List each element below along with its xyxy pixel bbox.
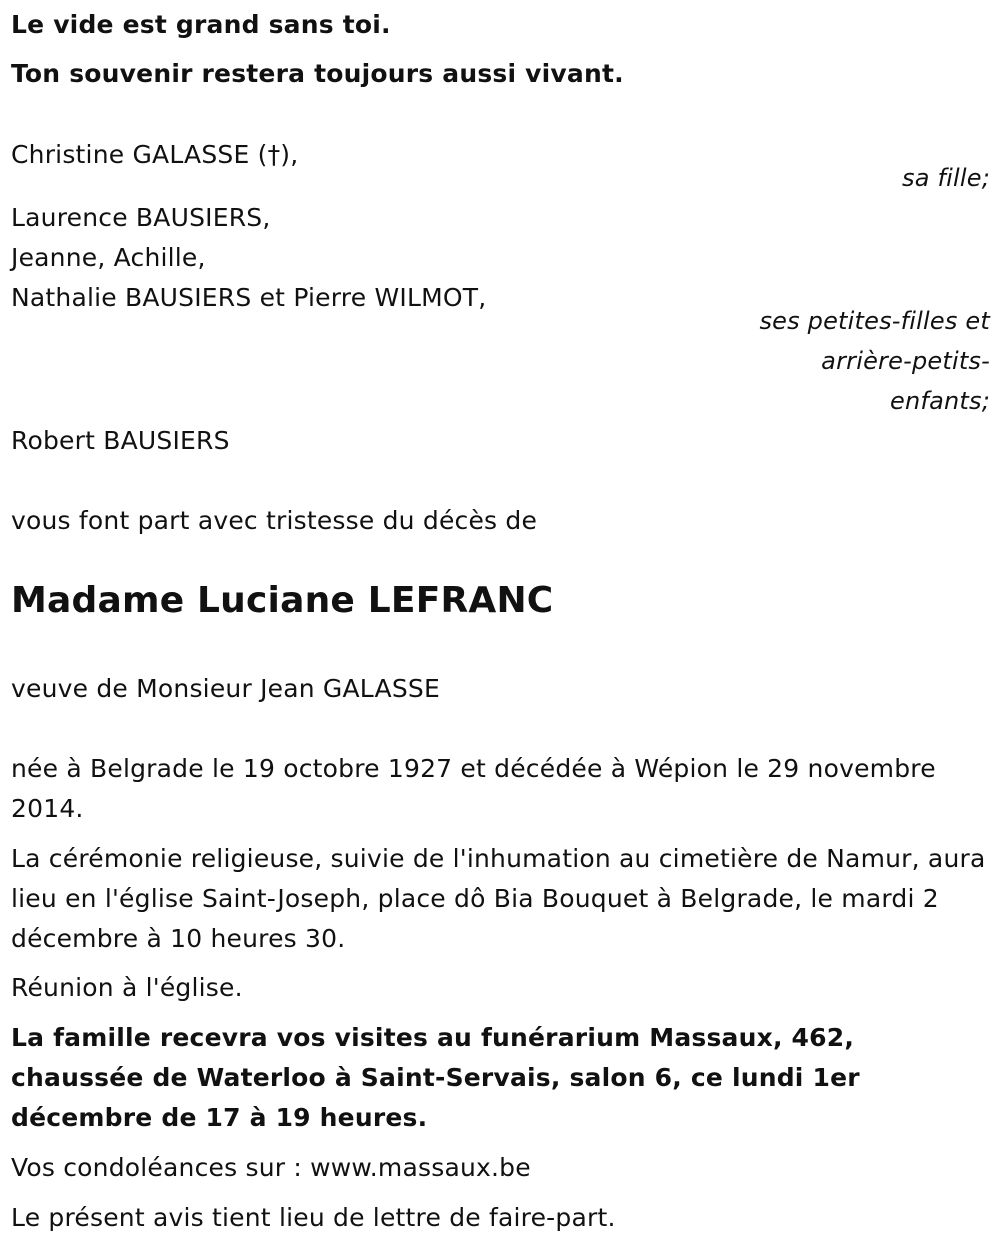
grandchild-3: Nathalie BAUSIERS et Pierre WILMOT, <box>11 283 487 312</box>
visits-paragraph: La famille recevra vos visites au funérarium Massaux, 462, chaussée de Waterloo à Saint-Servais, salon 6, ce lundi 1er décembre de 17 à 19 heures. <box>11 1023 860 1132</box>
daughter-role: sa fille; <box>902 164 990 192</box>
meeting-paragraph: Réunion à l'église. <box>11 973 243 1002</box>
other-relative: Robert BAUSIERS <box>11 426 230 455</box>
deceased-name: Madame Luciane LEFRANC <box>11 580 554 621</box>
grandchildren-role-3: enfants; <box>890 387 990 415</box>
condolences-paragraph: Vos condoléances sur : www.massaux.be <box>11 1153 531 1182</box>
birth-death-paragraph: née à Belgrade le 19 octobre 1927 et décédée à Wépion le 29 novembre 2014. <box>11 754 936 823</box>
notice-paragraph: Le présent avis tient lieu de lettre de faire-part. <box>11 1203 616 1232</box>
grandchild-1: Laurence BAUSIERS, <box>11 203 271 232</box>
grandchildren-role-2: arrière-petits- <box>821 347 990 375</box>
epigraph-line-2: Ton souvenir restera toujours aussi vivant. <box>11 59 624 88</box>
announcement-text: vous font part avec tristesse du décès de <box>11 506 538 535</box>
epigraph-line-1: Le vide est grand sans toi. <box>11 10 391 39</box>
grandchildren-role-1: ses petites-filles et <box>759 307 990 335</box>
daughter-name: Christine GALASSE (†), <box>11 140 299 169</box>
ceremony-paragraph: La cérémonie religieuse, suivie de l'inhumation au cimetière de Namur, aura lieu en l'église Saint-Joseph, place dô Bia Bouquet à Belgrade, le mardi 2 décembre à 10 heures 30. <box>11 844 986 953</box>
spouse-text: veuve de Monsieur Jean GALASSE <box>11 674 440 703</box>
grandchild-2: Jeanne, Achille, <box>11 243 206 272</box>
